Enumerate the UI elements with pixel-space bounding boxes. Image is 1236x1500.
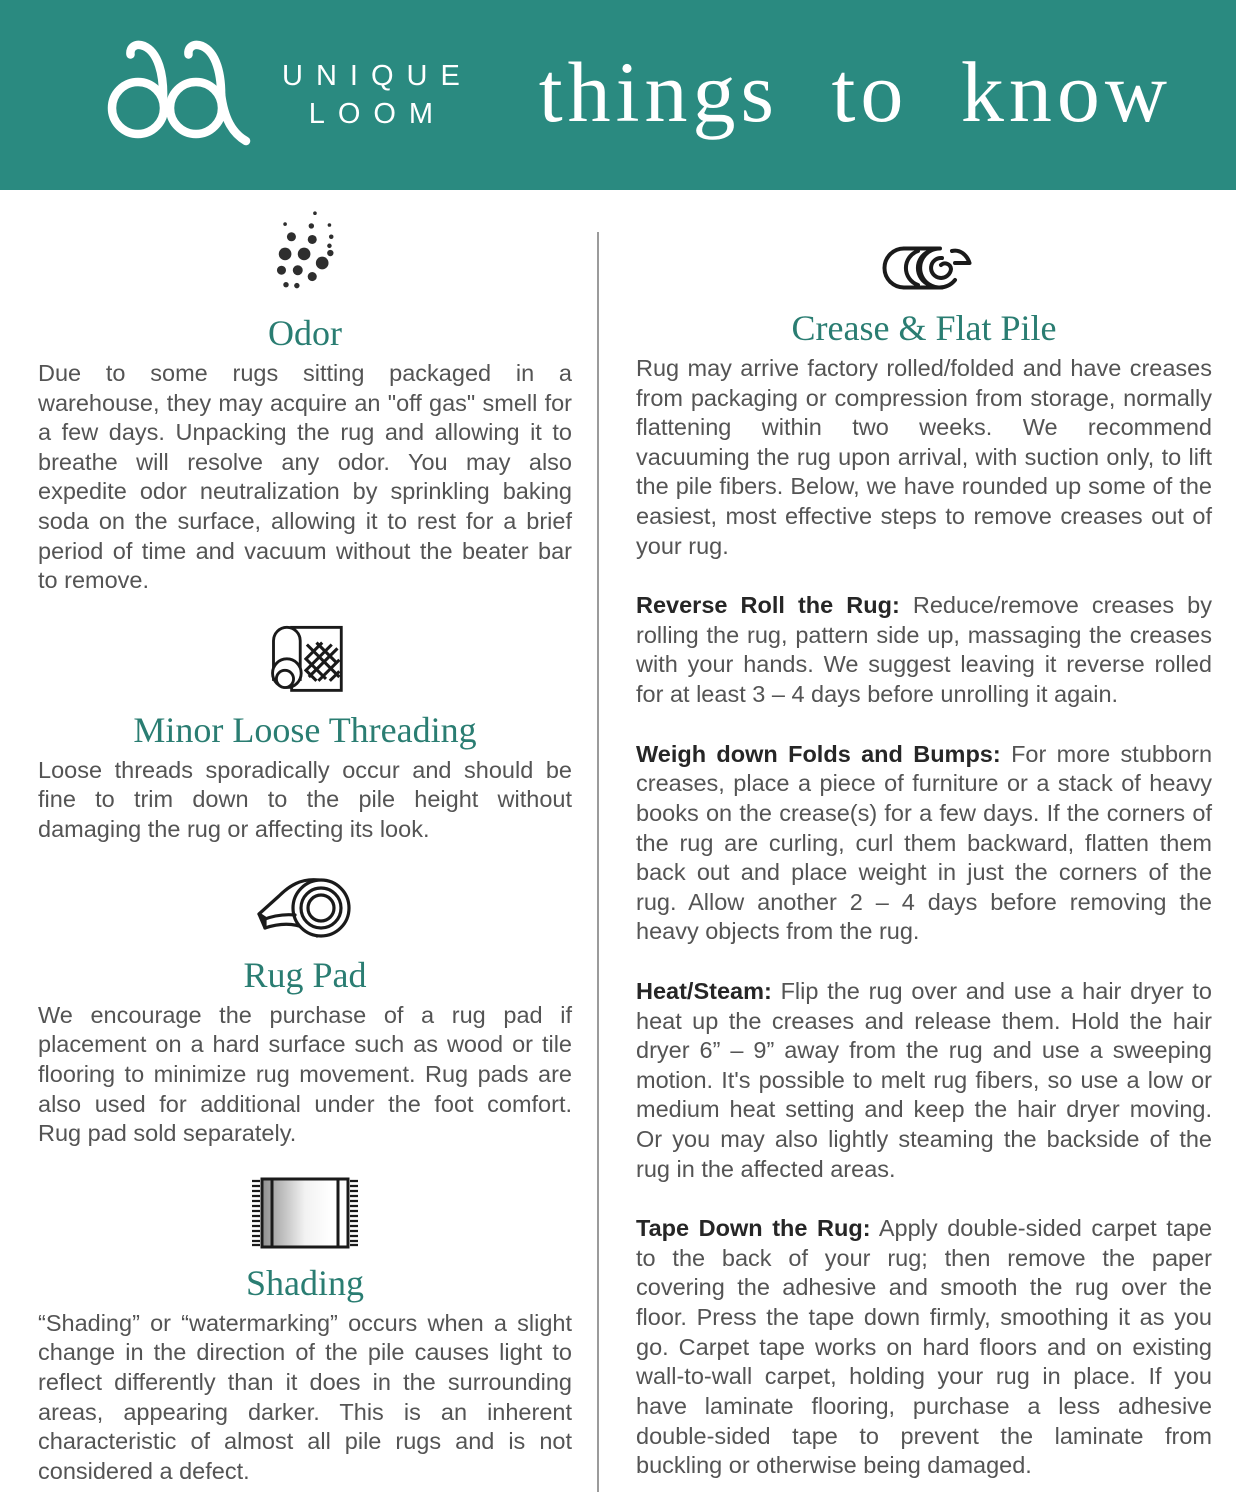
rolled-rug-icon (38, 614, 572, 698)
shaded-rug-icon (38, 1175, 572, 1251)
brand-name (282, 57, 473, 134)
tip-reverse-roll-text: Reduce/remove creases by rolling the rug, pattern side up, massaging the creases with your hands. We suggest leaving it reverse rolled for at least 3 – 4 days before unrolling it again. (636, 592, 1212, 708)
header-banner (0, 0, 1236, 190)
crease-roll-icon-svg (874, 244, 974, 292)
tape-roll-icon-svg (255, 869, 355, 943)
odor-dots-icon (38, 206, 572, 301)
brand-line2: LOOM (308, 98, 447, 130)
section-body-rugpad: We encourage the purchase of a rug pad if placement on a hard surface such as wood or tile flooring to minimize rug movement. Rug pads are also used for additional under the foot comfort. Rug pad sold separately. (38, 1001, 572, 1147)
tip-reverse-roll-label: Reverse Roll the Rug: (636, 592, 900, 619)
section-heading-odor: Odor (268, 313, 342, 353)
section-body-shading: “Shading” or “watermarking” occurs when a slight change in the direction of the pile causes light to reflect differently than it does in the surrounding areas, appearing darker. This is an inherent characteristic of almost all pile rugs and is not considered a defect. (38, 1309, 572, 1484)
rolled-rug-icon-svg (263, 614, 347, 698)
tip-tape-down (636, 1214, 1212, 1480)
section-heading-crease: Crease & Flat Pile (791, 308, 1057, 348)
tip-heat-steam-label: Heat/Steam: (636, 977, 772, 1004)
tip-reverse-roll (636, 591, 1212, 709)
section-body-odor: Due to some rugs sitting packaged in a warehouse, they may acquire an "off gas" smell for a few days. Unpacking the rug and allowing it to breathe will resolve any odor. You may also expedite odor neutralization by sprinkling baking soda on the surface, allowing it to rest for a brief period of time and vacuum without the beater bar to remove. (38, 360, 572, 594)
section-heading-threading: Minor Loose Threading (133, 709, 477, 750)
section-body-threading: Loose threads sporadically occur and should be fine to trim down to the pile height without damaging the rug or affecting its look. (38, 756, 572, 843)
section-heading-rugpad: Rug Pad (243, 954, 367, 995)
page-title: things to know (538, 44, 1172, 140)
tip-weigh-down (636, 740, 1212, 947)
crease-roll-icon (636, 244, 1212, 292)
tip-heat-steam (636, 977, 1212, 1184)
tape-roll-icon (38, 869, 572, 943)
tip-heat-steam-text: Flip the rug over and use a hair dryer to heat up the creases and release them. Hold the hair dryer 6” – 9” away from the rug and use a sweeping motion. It's possible to melt rug fibers, so use a low or medium heat setting and keep the hair dryer moving. Or you may also lightly steaming the backside of the rug in the affected areas. (636, 977, 1213, 1182)
brand-line1: UNIQUE (282, 59, 473, 92)
content-columns (0, 190, 1236, 1486)
brand-logo (100, 37, 473, 154)
tip-tape-down-label: Tape Down the Rug: (636, 1215, 871, 1242)
unique-loom-logo-icon-svg (100, 37, 252, 149)
section-heading-shading: Shading (245, 1262, 364, 1303)
column-divider (597, 232, 599, 1492)
shaded-rug-icon-svg (249, 1175, 361, 1251)
odor-dots-icon-svg (255, 206, 355, 301)
tip-weigh-down-text: For more stubborn creases, place a piece of furniture or a stack of heavy books on the crease(s) for a few days. If the corners of the rug are curling, curl them backward, flatten them back out and place weight in just the corners of the rug. Allow another 2 – 4 days before removing the heavy objects from the rug. (636, 740, 1213, 945)
tip-weigh-down-label: Weigh down Folds and Bumps: (636, 740, 1001, 767)
unique-loom-logo-icon (100, 37, 252, 154)
left-column (38, 190, 572, 1486)
tip-tape-down-text: Apply double-sided carpet tape to the back of your rug; then remove the paper covering the adhesive and smooth the rug over the floor. Press the tape down firmly, smoothing it as you go. Carpet tape works on hard floors and on existing wall-to-wall carpet, holding your rug in place. If you have laminate flooring, purchase a less adhesive double-sided tape to prevent the laminate from buckling or otherwise being damaged. (636, 1215, 1213, 1479)
right-column (636, 190, 1212, 1481)
section-body-crease-intro: Rug may arrive factory rolled/folded and have creases from packaging or compression from storage, normally flattening within two weeks. We recommend vacuuming the rug upon arrival, with suction only, to lift the pile fibers. Below, we have rounded up some of the easiest, most effective steps to remove creases out of your rug. (636, 355, 1212, 559)
